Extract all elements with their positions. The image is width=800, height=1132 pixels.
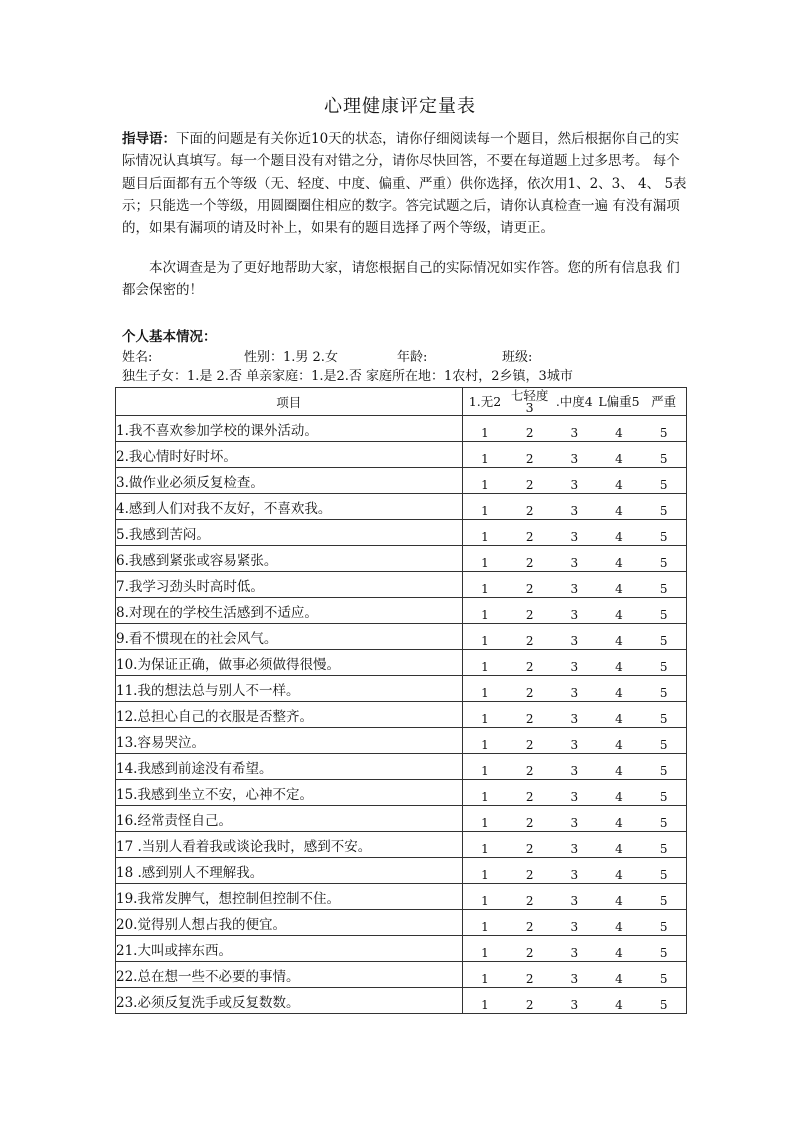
table-row xyxy=(116,676,687,702)
question-text: 6.我感到紧张或容易紧张。 xyxy=(116,546,463,572)
family-info-row: 独生子女：1.是 2.否 单亲家庭：1.是2.否 家庭所在地：1农村，2乡镇，3城市 xyxy=(122,369,573,384)
table-row xyxy=(116,650,687,676)
rating-option-4[interactable]: 4 xyxy=(615,504,623,518)
rating-option-1[interactable]: 1 xyxy=(481,478,489,492)
rating-option-1[interactable]: 1 xyxy=(481,686,489,700)
survey-note: 本次调查是为了更好地帮助大家，请您根据自己的实际情况如实作答。您的所有信息我 们都会保密的！ xyxy=(122,260,680,299)
guide-label: 指导语： xyxy=(122,131,176,147)
rating-options xyxy=(462,832,686,858)
rating-option-2[interactable]: 2 xyxy=(525,972,534,986)
rating-option-4[interactable]: 4 xyxy=(615,998,623,1012)
table-row xyxy=(116,962,687,988)
rating-options xyxy=(462,936,686,962)
rating-option-2[interactable]: 2 xyxy=(525,556,534,570)
question-text: 20.觉得别人想占我的便宜。 xyxy=(116,910,463,936)
rating-option-4[interactable]: 4 xyxy=(615,426,623,440)
table-row xyxy=(116,416,687,442)
table-row xyxy=(116,910,687,936)
rating-option-5[interactable]: 5 xyxy=(659,478,668,492)
rating-option-1[interactable]: 1 xyxy=(481,660,489,674)
table-row xyxy=(116,494,687,520)
rating-option-3[interactable]: 3 xyxy=(570,894,579,908)
rating-option-2[interactable]: 2 xyxy=(525,998,534,1012)
rating-option-2[interactable]: 2 xyxy=(525,764,534,778)
rating-option-1[interactable]: 1 xyxy=(481,946,489,960)
rating-option-2[interactable]: 2 xyxy=(525,686,534,700)
rating-option-3[interactable]: 3 xyxy=(570,920,579,934)
rating-options xyxy=(462,754,686,780)
question-text: 2.我心情时好时坏。 xyxy=(116,442,463,468)
rating-option-4[interactable]: 4 xyxy=(615,634,623,648)
rating-option-2[interactable]: 2 xyxy=(525,634,534,648)
rating-options xyxy=(462,494,686,520)
table-row xyxy=(116,806,687,832)
rating-options xyxy=(462,442,686,468)
rating-option-1[interactable]: 1 xyxy=(481,712,489,726)
rating-option-3[interactable]: 3 xyxy=(570,868,579,882)
rating-option-5[interactable]: 5 xyxy=(659,842,668,856)
question-text: 4.感到人们对我不友好，不喜欢我。 xyxy=(116,494,463,520)
table-row xyxy=(116,520,687,546)
rating-options xyxy=(462,650,686,676)
question-text: 22.总在想一些不必要的事情。 xyxy=(116,962,463,988)
rating-options xyxy=(462,598,686,624)
table-row xyxy=(116,442,687,468)
rating-option-5[interactable]: 5 xyxy=(659,426,668,440)
rating-options xyxy=(462,884,686,910)
personal-info-title: 个人基本情况： xyxy=(122,329,217,345)
rating-options xyxy=(462,624,686,650)
level-header-5: 严重 xyxy=(651,393,677,409)
rating-option-5[interactable]: 5 xyxy=(659,764,668,778)
rating-options xyxy=(462,910,686,936)
rating-option-4[interactable]: 4 xyxy=(615,920,623,934)
rating-option-1[interactable]: 1 xyxy=(481,998,489,1012)
rating-option-2[interactable]: 2 xyxy=(525,738,534,752)
question-text: 12.总担心自己的衣服是否整齐。 xyxy=(116,702,463,728)
rating-option-4[interactable]: 4 xyxy=(615,842,623,856)
rating-option-3[interactable]: 3 xyxy=(570,504,579,518)
rating-option-2[interactable]: 2 xyxy=(525,504,534,518)
rating-options xyxy=(462,702,686,728)
rating-options xyxy=(462,780,686,806)
question-text: 18 .感到别人不理解我。 xyxy=(116,858,463,884)
rating-option-5[interactable]: 5 xyxy=(659,686,668,700)
rating-option-1[interactable]: 1 xyxy=(481,790,489,804)
rating-option-2[interactable]: 2 xyxy=(525,608,534,622)
table-row xyxy=(116,598,687,624)
question-text: 13.容易哭泣。 xyxy=(116,728,463,754)
rating-option-2[interactable]: 2 xyxy=(525,868,534,882)
rating-option-3[interactable]: 3 xyxy=(570,556,579,570)
rating-options xyxy=(462,988,686,1014)
rating-option-3[interactable]: 3 xyxy=(570,452,579,466)
question-text: 10.为保证正确，做事必须做得很慢。 xyxy=(116,650,463,676)
rating-option-3[interactable]: 3 xyxy=(570,530,579,544)
rating-options xyxy=(462,962,686,988)
rating-option-5[interactable]: 5 xyxy=(659,504,668,518)
level-header-2: 七轻度3 xyxy=(510,387,549,415)
rating-option-5[interactable]: 5 xyxy=(659,634,668,648)
table-row xyxy=(116,468,687,494)
rating-option-1[interactable]: 1 xyxy=(481,530,489,544)
rating-option-1[interactable]: 1 xyxy=(481,868,489,882)
class-field-label: 班级: xyxy=(502,350,533,365)
rating-option-3[interactable]: 3 xyxy=(570,712,579,726)
rating-options xyxy=(462,728,686,754)
level-header-3: .中度4 xyxy=(555,393,593,409)
rating-option-4[interactable]: 4 xyxy=(615,894,623,908)
rating-option-4[interactable]: 4 xyxy=(615,452,623,466)
question-text: 14.我感到前途没有希望。 xyxy=(116,754,463,780)
rating-options xyxy=(462,676,686,702)
rating-option-1[interactable]: 1 xyxy=(481,556,489,570)
rating-option-2[interactable]: 2 xyxy=(525,946,534,960)
rating-option-1[interactable]: 1 xyxy=(481,842,489,856)
question-text: 16.经常责怪自己。 xyxy=(116,806,463,832)
rating-option-3[interactable]: 3 xyxy=(570,634,579,648)
question-text: 1.我不喜欢参加学校的课外活动。 xyxy=(116,416,463,442)
page-title: 心理健康评定量表 xyxy=(324,96,476,117)
rating-option-1[interactable]: 1 xyxy=(481,738,489,752)
rating-option-5[interactable]: 5 xyxy=(659,894,668,908)
table-row xyxy=(116,546,687,572)
rating-option-1[interactable]: 1 xyxy=(481,582,489,596)
rating-option-4[interactable]: 4 xyxy=(615,764,623,778)
rating-option-5[interactable]: 5 xyxy=(659,608,668,622)
rating-option-3[interactable]: 3 xyxy=(570,790,579,804)
rating-option-2[interactable]: 2 xyxy=(525,842,534,856)
rating-option-2[interactable]: 2 xyxy=(525,426,534,440)
rating-option-2[interactable]: 2 xyxy=(525,712,534,726)
question-text: 23.必须反复洗手或反复数数。 xyxy=(116,988,463,1014)
rating-option-3[interactable]: 3 xyxy=(570,478,579,492)
question-text: 21.大叫或摔东西。 xyxy=(116,936,463,962)
rating-option-4[interactable]: 4 xyxy=(615,946,623,960)
table-row xyxy=(116,702,687,728)
rating-option-2[interactable]: 2 xyxy=(525,660,534,674)
rating-option-3[interactable]: 3 xyxy=(570,946,579,960)
gender-field-label: 性别：1.男 2.女 xyxy=(244,350,338,365)
age-field-label: 年龄: xyxy=(397,350,428,365)
rating-option-2[interactable]: 2 xyxy=(525,478,534,492)
rating-option-5[interactable]: 5 xyxy=(659,972,668,986)
rating-option-5[interactable]: 5 xyxy=(659,738,668,752)
level-header-1: 1.无2 xyxy=(468,393,502,409)
table-row xyxy=(116,572,687,598)
rating-options xyxy=(462,546,686,572)
question-text: 5.我感到苦闷。 xyxy=(116,520,463,546)
question-text: 9.看不惯现在的社会风气。 xyxy=(116,624,463,650)
rating-table xyxy=(115,387,687,1014)
level-header-4: L偏重5 xyxy=(598,393,640,409)
rating-option-4[interactable]: 4 xyxy=(615,686,623,700)
rating-option-3[interactable]: 3 xyxy=(570,738,579,752)
rating-option-3[interactable]: 3 xyxy=(570,764,579,778)
rating-option-3[interactable]: 3 xyxy=(570,608,579,622)
rating-option-1[interactable]: 1 xyxy=(481,608,489,622)
rating-option-2[interactable]: 2 xyxy=(525,582,534,596)
question-text: 7.我学习劲头时高时低。 xyxy=(116,572,463,598)
question-text: 11.我的想法总与别人不一样。 xyxy=(116,676,463,702)
rating-options xyxy=(462,858,686,884)
item-header: 项目 xyxy=(116,388,463,416)
rating-option-3[interactable]: 3 xyxy=(570,426,579,440)
rating-option-2[interactable]: 2 xyxy=(525,894,534,908)
question-text: 19.我常发脾气，想控制但控制不住。 xyxy=(116,884,463,910)
table-row xyxy=(116,858,687,884)
rating-option-4[interactable]: 4 xyxy=(615,816,623,830)
rating-option-3[interactable]: 3 xyxy=(570,686,579,700)
rating-option-5[interactable]: 5 xyxy=(659,712,668,726)
guide-text: 下面的问题是有关你近10天的状态，请你仔细阅读每一个题目，然后根据你自己的实际情况认真填写。每一个题目没有对错之分，请你尽快回答，不要在每道题上过多思考。 每个题目后面都有五个等级（无、轻度、中度、偏重、严重）供你选择，依次用1、2、3、 4、 5表示；只能选一个等级，用圆圈圈住相应的数字。答完试题之后，请你认真检查一遍 有没有漏项的，如果有漏项的请及时补上，如果有的题目选择了两个等级，请更正。 xyxy=(122,131,687,237)
question-text: 15.我感到坐立不安，心神不定。 xyxy=(116,780,463,806)
rating-option-4[interactable]: 4 xyxy=(615,478,623,492)
rating-option-4[interactable]: 4 xyxy=(615,790,623,804)
rating-option-4[interactable]: 4 xyxy=(615,738,623,752)
rating-option-1[interactable]: 1 xyxy=(481,452,489,466)
rating-option-5[interactable]: 5 xyxy=(659,660,668,674)
table-header-row xyxy=(116,388,687,416)
levels-header xyxy=(462,388,686,416)
rating-option-4[interactable]: 4 xyxy=(615,972,623,986)
rating-option-4[interactable]: 4 xyxy=(615,556,623,570)
rating-option-5[interactable]: 5 xyxy=(659,946,668,960)
rating-option-5[interactable]: 5 xyxy=(659,920,668,934)
rating-option-5[interactable]: 5 xyxy=(659,868,668,882)
rating-option-1[interactable]: 1 xyxy=(481,634,489,648)
table-row xyxy=(116,728,687,754)
rating-option-4[interactable]: 4 xyxy=(615,582,623,596)
rating-option-2[interactable]: 2 xyxy=(525,816,534,830)
table-row xyxy=(116,988,687,1014)
table-row xyxy=(116,780,687,806)
rating-option-5[interactable]: 5 xyxy=(659,790,668,804)
rating-option-5[interactable]: 5 xyxy=(659,556,668,570)
rating-option-1[interactable]: 1 xyxy=(481,764,489,778)
rating-option-4[interactable]: 4 xyxy=(615,530,623,544)
table-row xyxy=(116,832,687,858)
table-row xyxy=(116,624,687,650)
rating-options xyxy=(462,416,686,442)
rating-option-3[interactable]: 3 xyxy=(570,582,579,596)
table-row xyxy=(116,754,687,780)
rating-option-1[interactable]: 1 xyxy=(481,816,489,830)
rating-option-4[interactable]: 4 xyxy=(615,608,623,622)
table-row xyxy=(116,884,687,910)
rating-option-1[interactable]: 1 xyxy=(481,426,489,440)
rating-options xyxy=(462,572,686,598)
rating-option-3[interactable]: 3 xyxy=(570,998,579,1012)
name-field-label: 姓名: xyxy=(122,350,153,365)
guide-paragraph xyxy=(122,128,690,239)
rating-option-2[interactable]: 2 xyxy=(525,530,534,544)
rating-option-5[interactable]: 5 xyxy=(659,998,668,1012)
rating-options xyxy=(462,468,686,494)
rating-option-2[interactable]: 2 xyxy=(525,790,534,804)
rating-option-5[interactable]: 5 xyxy=(659,582,668,596)
rating-option-3[interactable]: 3 xyxy=(570,842,579,856)
rating-option-4[interactable]: 4 xyxy=(615,868,623,882)
rating-option-2[interactable]: 2 xyxy=(525,452,534,466)
question-text: 17 .当别人看着我或谈论我时，感到不安。 xyxy=(116,832,463,858)
rating-option-5[interactable]: 5 xyxy=(659,452,668,466)
rating-option-1[interactable]: 1 xyxy=(481,894,489,908)
rating-option-1[interactable]: 1 xyxy=(481,972,489,986)
rating-option-1[interactable]: 1 xyxy=(481,504,489,518)
rating-options xyxy=(462,520,686,546)
rating-option-3[interactable]: 3 xyxy=(570,816,579,830)
rating-options xyxy=(462,806,686,832)
rating-option-5[interactable]: 5 xyxy=(659,530,668,544)
question-text: 8.对现在的学校生活感到不适应。 xyxy=(116,598,463,624)
rating-option-4[interactable]: 4 xyxy=(615,712,623,726)
table-row xyxy=(116,936,687,962)
rating-option-5[interactable]: 5 xyxy=(659,816,668,830)
question-text: 3.做作业必须反复检查。 xyxy=(116,468,463,494)
rating-option-3[interactable]: 3 xyxy=(570,972,579,986)
rating-option-3[interactable]: 3 xyxy=(570,660,579,674)
rating-option-2[interactable]: 2 xyxy=(525,920,534,934)
rating-option-4[interactable]: 4 xyxy=(615,660,623,674)
rating-option-1[interactable]: 1 xyxy=(481,920,489,934)
